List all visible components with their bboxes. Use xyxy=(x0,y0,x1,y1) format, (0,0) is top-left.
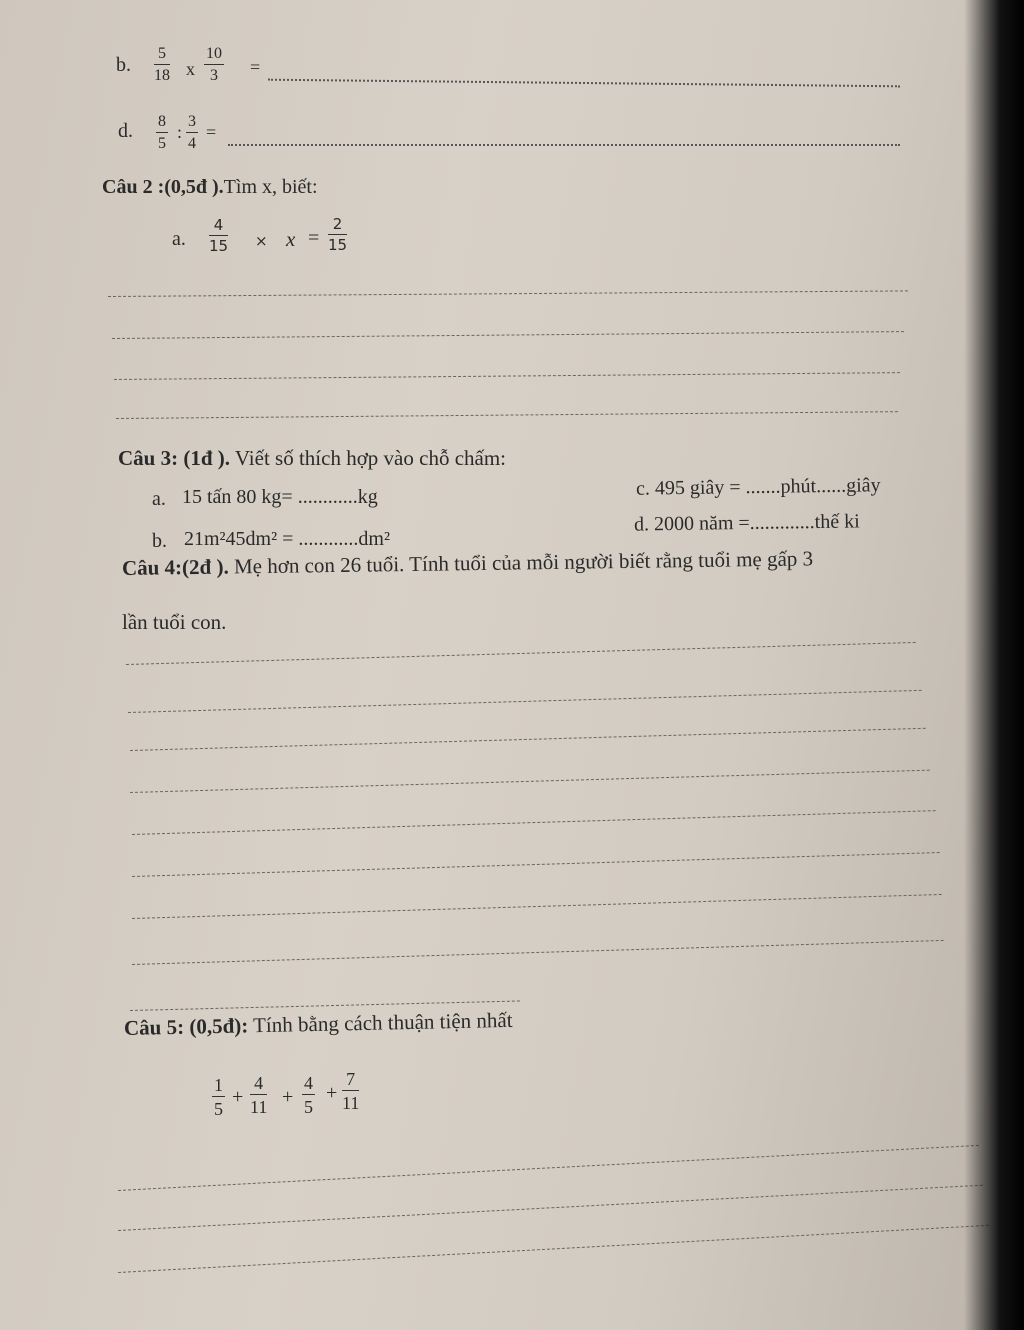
plus-sign: + xyxy=(232,1086,244,1108)
answer-line xyxy=(268,79,900,88)
answer-line xyxy=(116,411,898,419)
answer-line xyxy=(132,940,944,965)
plus-sign: + xyxy=(282,1086,294,1108)
q3-b: 21m²45dm² = ............dm² xyxy=(184,528,390,550)
q1-d-label: d. xyxy=(118,120,133,142)
q4-title: Câu 4:(2đ ). Mẹ hơn con 26 tuổi. Tính tuổi của mỗi người biết rằng tuổi mẹ gấp 3 xyxy=(121,546,814,580)
equals-sign: = xyxy=(308,227,320,249)
answer-line xyxy=(114,372,900,380)
q1-b-label: b. xyxy=(116,54,131,76)
fraction: $\frac{10}{3}$ xyxy=(206,45,222,84)
fraction: $\frac{3}{4}$ xyxy=(188,113,196,152)
fraction: $\frac{4}{5}$ xyxy=(304,1073,313,1117)
q3-d: d. 2000 năm =.............thế ki xyxy=(633,510,860,536)
q3-c: c. 495 giây = .......phút......giây xyxy=(635,474,881,500)
answer-line xyxy=(112,331,904,339)
answer-line xyxy=(118,1225,989,1273)
q3-b-label: b. xyxy=(152,530,167,552)
fraction: $\frac{1}{5}$ xyxy=(214,1075,223,1119)
q3-title: Câu 3: (1đ ). Viết số thích hợp vào chỗ chấm: xyxy=(118,446,506,470)
equals-sign: = xyxy=(206,122,217,142)
answer-line xyxy=(132,810,936,835)
answer-line xyxy=(108,290,908,297)
q3-a-label: a. xyxy=(152,488,166,510)
answer-line xyxy=(126,642,916,665)
fraction: $\frac{8}{5}$ xyxy=(158,113,166,152)
answer-line xyxy=(132,852,940,877)
q3-a: 15 tấn 80 kg= ............kg xyxy=(182,486,378,508)
answer-line xyxy=(118,1185,983,1231)
times-sign: x xyxy=(186,59,195,79)
times-sign: × xyxy=(255,232,268,250)
photo-dark-edge xyxy=(964,0,1024,1330)
fraction: $\frac{4}{11}$ xyxy=(250,1073,268,1117)
fraction: $\frac{7}{11}$ xyxy=(342,1069,360,1113)
equals-sign: = xyxy=(250,57,261,77)
fraction: $\frac{2}{15}$ xyxy=(328,215,348,254)
q2-a-label: a. xyxy=(172,228,186,250)
q2-title: Câu 2 :(0,5đ ).Tìm x, biết: xyxy=(102,176,318,198)
divide-sign: : xyxy=(177,122,183,142)
answer-line xyxy=(130,728,926,751)
variable-x: x xyxy=(286,227,296,251)
answer-line xyxy=(118,1145,979,1191)
answer-line xyxy=(128,690,922,713)
answer-line xyxy=(130,770,930,793)
answer-line xyxy=(228,144,900,146)
fraction: $\frac{4}{15}$ xyxy=(209,216,229,255)
fraction: $\frac{5}{18}$ xyxy=(154,45,170,84)
q4-line2: lần tuổi con. xyxy=(122,610,227,634)
plus-sign: + xyxy=(326,1082,338,1104)
answer-line xyxy=(132,894,942,919)
q5-title: Câu 5: (0,5đ): Tính bằng cách thuận tiện nhất xyxy=(123,1007,513,1040)
